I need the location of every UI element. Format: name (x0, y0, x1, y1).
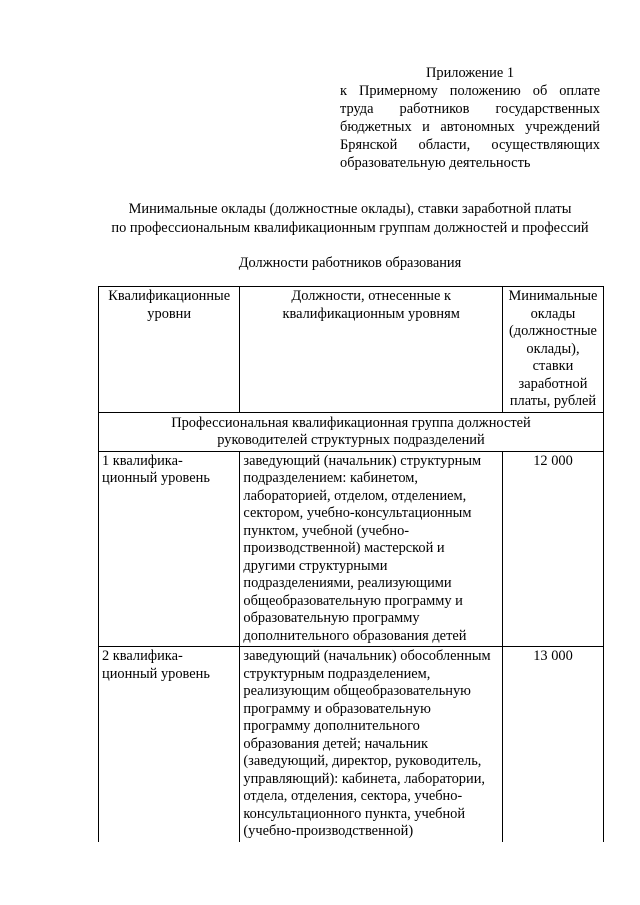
header-qualification-levels: Квалификационные уровни (99, 287, 240, 413)
row-level: 1 квалифика- ционный уровень (99, 451, 240, 647)
document-title-line-1: Минимальные оклады (должностные оклады), ставки заработной платы (128, 201, 572, 217)
table-row (99, 451, 604, 647)
appendix-block (340, 64, 600, 172)
document-title-line-2: по профессиональным квалификационным группам должностей и профессий (111, 220, 589, 236)
salary-table (98, 286, 604, 842)
header-positions: Должности, отнесенные к квалификационным уровням (240, 287, 503, 413)
appendix-text: к Примерному положению об оплате труда работников государственных бюджетных и автономных учреждений Брянской области, осуществляющих образовательную деятельность (340, 83, 600, 171)
section-subtitle: Должности работников образования (238, 255, 462, 271)
header-minimum-salary: Минимальные оклады (должностные оклады), ставки заработной платы, рублей (502, 287, 603, 413)
row-salary: 13 000 (502, 647, 603, 842)
group-title (99, 412, 604, 451)
group-title-line-2: руководителей структурных подразделений (217, 432, 485, 448)
appendix-title: Приложение 1 (425, 65, 515, 81)
table-group-row (99, 412, 604, 451)
row-salary: 12 000 (502, 451, 603, 647)
table-row (99, 647, 604, 842)
group-title-line-1: Профессиональная квалификационная группа должностей (171, 414, 531, 431)
row-positions: заведующий (начальник) структурным подразделением: кабинетом, лабораторией, отделом, отделением, сектором, учебно-консультационным пунктом, учебной (учебно-производственной) мастерской и другими структурными подразделениями, реализующими общеобразовательную программу и образовательную программу дополнительного образования детей (240, 451, 503, 647)
document-title (80, 200, 620, 238)
table-header-row (99, 287, 604, 413)
row-positions: заведующий (начальник) обособленным структурным подразделением, реализующим общеобразовательную программу и образовательную программу дополнительного образования детей; начальник (заведующий, директор, руководитель, управляющий): кабинета, лаборатории, отдела, отделения, сектора, учебно-консультационного пункта, учебной (учебно-производственной) (240, 647, 503, 842)
row-level: 2 квалифика- ционный уровень (99, 647, 240, 842)
